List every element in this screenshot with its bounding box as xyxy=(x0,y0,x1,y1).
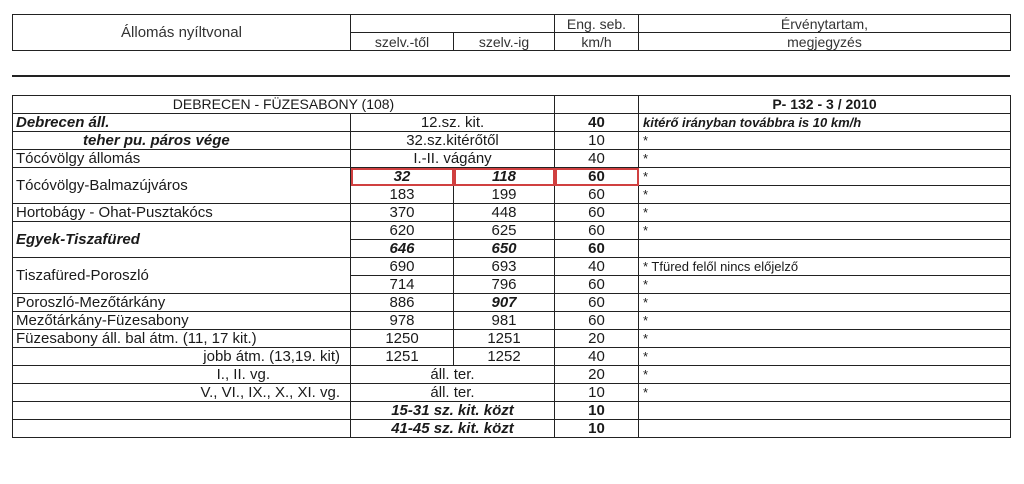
station-name: jobb átm. (13,19. kit) xyxy=(13,348,351,366)
table-row xyxy=(13,258,1011,276)
speed-restriction-table xyxy=(12,95,1011,438)
note: * xyxy=(639,150,1011,168)
speed: 60 xyxy=(555,240,639,258)
note: * xyxy=(639,330,1011,348)
from-km: 183 xyxy=(351,186,454,204)
station-name: Tiszafüred-Poroszló xyxy=(13,258,351,294)
note: * xyxy=(639,186,1011,204)
note xyxy=(639,402,1011,420)
speed-unit-header: km/h xyxy=(555,33,639,51)
table-row xyxy=(13,384,1011,402)
to-km: 625 xyxy=(454,222,555,240)
from-km: 620 xyxy=(351,222,454,240)
to-km: 1251 xyxy=(454,330,555,348)
station-name: Egyek-Tiszafüred xyxy=(13,222,351,258)
speed: 20 xyxy=(555,366,639,384)
note: * xyxy=(639,204,1011,222)
position: I.-II. vágány xyxy=(351,150,555,168)
from-km: 690 xyxy=(351,258,454,276)
to-km: 199 xyxy=(454,186,555,204)
position: áll. ter. xyxy=(351,384,555,402)
station-name: Mezőtárkány-Füzesabony xyxy=(13,312,351,330)
station-name xyxy=(13,402,351,420)
from-header: szelv.-től xyxy=(351,33,454,51)
from-km: 646 xyxy=(351,240,454,258)
table-row xyxy=(13,366,1011,384)
position: 32.sz.kitérőtől xyxy=(351,132,555,150)
table-row xyxy=(13,312,1011,330)
speed: 10 xyxy=(555,132,639,150)
speed: 60 xyxy=(555,186,639,204)
from-km: 32 xyxy=(351,168,454,186)
header-table xyxy=(12,14,1011,51)
table-row xyxy=(13,222,1011,240)
table-row xyxy=(13,330,1011,348)
to-km: 981 xyxy=(454,312,555,330)
station-name: Tócóvölgy-Balmazújváros xyxy=(13,168,351,204)
from-km: 1251 xyxy=(351,348,454,366)
speed: 60 xyxy=(555,312,639,330)
position: 15-31 sz. kit. közt xyxy=(351,402,555,420)
table-row xyxy=(13,114,1011,132)
note: kitérő irányban továbbra is 10 km/h xyxy=(639,114,1011,132)
speed: 40 xyxy=(555,114,639,132)
speed: 10 xyxy=(555,384,639,402)
position: áll. ter. xyxy=(351,366,555,384)
note: * xyxy=(639,222,1011,240)
station-name: Poroszló-Mezőtárkány xyxy=(13,294,351,312)
to-km: 118 xyxy=(454,168,555,186)
speed: 10 xyxy=(555,420,639,438)
to-km: 448 xyxy=(454,204,555,222)
section-header-blank xyxy=(351,15,555,33)
table-row xyxy=(13,132,1011,150)
to-km: 907 xyxy=(454,294,555,312)
station-name xyxy=(13,420,351,438)
reference-number: P- 132 - 3 / 2010 xyxy=(639,96,1011,114)
note xyxy=(639,420,1011,438)
note: * xyxy=(639,132,1011,150)
route-title: DEBRECEN - FÜZESABONY (108) xyxy=(13,96,555,114)
station-name: Füzesabony áll. bal átm. (11, 17 kit.) xyxy=(13,330,351,348)
table-row xyxy=(13,402,1011,420)
from-km: 886 xyxy=(351,294,454,312)
speed: 60 xyxy=(555,204,639,222)
speed: 40 xyxy=(555,348,639,366)
station-name: I., II. vg. xyxy=(13,366,351,384)
station-name: Tócóvölgy állomás xyxy=(13,150,351,168)
from-km: 714 xyxy=(351,276,454,294)
speed: 40 xyxy=(555,150,639,168)
to-km: 693 xyxy=(454,258,555,276)
note: * xyxy=(639,276,1011,294)
speed: 60 xyxy=(555,294,639,312)
note xyxy=(639,240,1011,258)
table-row xyxy=(13,204,1011,222)
speed: 20 xyxy=(555,330,639,348)
speed-header: Eng. seb. xyxy=(555,15,639,33)
note: * xyxy=(639,366,1011,384)
table-row xyxy=(13,294,1011,312)
note: * xyxy=(639,168,1011,186)
note: * xyxy=(639,294,1011,312)
from-km: 1250 xyxy=(351,330,454,348)
station-name: teher pu. páros vége xyxy=(13,132,351,150)
table-row xyxy=(13,150,1011,168)
to-km: 650 xyxy=(454,240,555,258)
station-name: Hortobágy - Ohat-Pusztakócs xyxy=(13,204,351,222)
validity-header: Érvénytartam, xyxy=(639,15,1011,33)
from-km: 370 xyxy=(351,204,454,222)
note: * Tfüred felől nincs előjelző xyxy=(639,258,1011,276)
to-km: 1252 xyxy=(454,348,555,366)
station-name: V., VI., IX., X., XI. vg. xyxy=(13,384,351,402)
separator-line xyxy=(12,75,1010,77)
to-km: 796 xyxy=(454,276,555,294)
note: * xyxy=(639,384,1011,402)
from-km: 978 xyxy=(351,312,454,330)
table-row xyxy=(13,420,1011,438)
station-name: Debrecen áll. xyxy=(13,114,351,132)
speed: 40 xyxy=(555,258,639,276)
speed: 60 xyxy=(555,222,639,240)
speed: 60 xyxy=(555,168,639,186)
route-blank xyxy=(555,96,639,114)
position: 12.sz. kit. xyxy=(351,114,555,132)
table-row xyxy=(13,348,1011,366)
station-header: Állomás nyíltvonal xyxy=(13,15,351,51)
note: * xyxy=(639,348,1011,366)
speed: 60 xyxy=(555,276,639,294)
remark-header: megjegyzés xyxy=(639,33,1011,51)
table-row xyxy=(13,168,1011,186)
note: * xyxy=(639,312,1011,330)
to-header: szelv.-ig xyxy=(454,33,555,51)
speed: 10 xyxy=(555,402,639,420)
position: 41-45 sz. kit. közt xyxy=(351,420,555,438)
